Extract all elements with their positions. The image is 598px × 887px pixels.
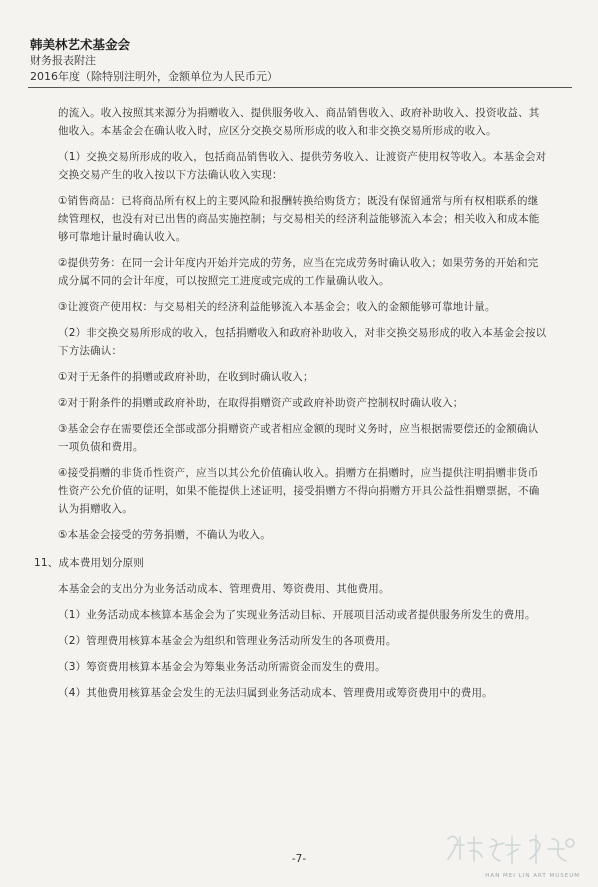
paragraph: ②对于附条件的捐赠或政府补助，在取得捐赠资产或政府补助资产控制权时确认收入； [58, 397, 464, 409]
paragraph: ③让渡资产使用权：与交易相关的经济利益能够流入本基金会；收入的金额能够可靠地计量。 [58, 301, 496, 313]
paragraph: （1）交换交易所形成的收入，包括商品销售收入、提供劳务收入、让渡资产使用权等收入。本基金会对交换交易产生的收入按以下方法确认收入实现： [58, 151, 547, 181]
body-text [34, 104, 548, 702]
paragraph: （2）管理费用核算本基金会为组织和管理业务活动所发生的各项费用。 [58, 635, 397, 647]
document-type: 财务报表附注 [30, 54, 96, 67]
paragraph: ⑤本基金会接受的劳务捐赠，不确认为收入。 [58, 529, 271, 541]
paragraph: ③基金会存在需要偿还全部或部分捐赠资产或者相应金额的现时义务时，应当根据需要偿还的金额确认一项负债和费用。 [58, 423, 539, 453]
paragraph: ④接受捐赠的非货币性资产，应当以其公允价值确认收入。捐赠方在捐赠时，应当提供注明捐赠非货币性资产公允价值的证明，如果不能提供上述证明，接受捐赠方不得向捐赠方开具公益性捐赠票据，不确认为捐赠收入。 [58, 467, 540, 515]
document-header [30, 36, 570, 85]
paragraph: （1）业务活动成本核算本基金会为了实现业务活动目标、开展项目活动或者提供服务所发生的费用。 [58, 609, 536, 621]
paragraph: 的流入。收入按照其来源分为捐赠收入、提供服务收入、商品销售收入、政府补助收入、投资收益、其他收入。本基金会在确认收入时，应区分交换交易所形成的收入和非交换交易所形成的收入。 [58, 107, 540, 137]
paragraph: （3）筹资费用核算本基金会为筹集业务活动所需资金而发生的费用。 [58, 661, 386, 673]
paragraph: 本基金会的支出分为业务活动成本、管理费用、筹资费用、其他费用。 [58, 583, 390, 595]
header-divider [28, 87, 572, 88]
museum-logo-watermark [440, 829, 580, 873]
page-number: -7- [291, 853, 307, 865]
section-title: 11、成本费用划分原则 [34, 557, 145, 569]
organization-name: 韩美林艺术基金会 [30, 37, 131, 52]
paragraph: ①对于无条件的捐赠或政府补助，在收到时确认收入； [58, 371, 314, 383]
paragraph: ②提供劳务：在同一会计年度内开始并完成的劳务，应当在完成劳务时确认收入；如果劳务的开始和完成分属不同的会计年度，可以按照完工进度或完成的工作量确认收入。 [58, 257, 539, 287]
year-note: 2016年度（除特别注明外，金额单位为人民币元） [30, 70, 278, 83]
paragraph: （2）非交换交易所形成的收入，包括捐赠收入和政府补助收入，对非交换交易形成的收入本基金会按以下方法确认： [58, 327, 547, 357]
watermark-text: HAN MEI LIN ART MUSEUM [485, 873, 580, 879]
paragraph: ①销售商品：已将商品所有权上的主要风险和报酬转换给购货方；既没有保留通常与所有权相联系的继续管理权，也没有对已出售的商品实施控制；与交易相关的经济利益能够流入本会；相关收入和成本能够可靠地计量时确认收入。 [58, 195, 540, 243]
paragraph: （4）其他费用核算基金会发生的无法归属到业务活动成本、管理费用或筹资费用中的费用。 [58, 687, 493, 699]
